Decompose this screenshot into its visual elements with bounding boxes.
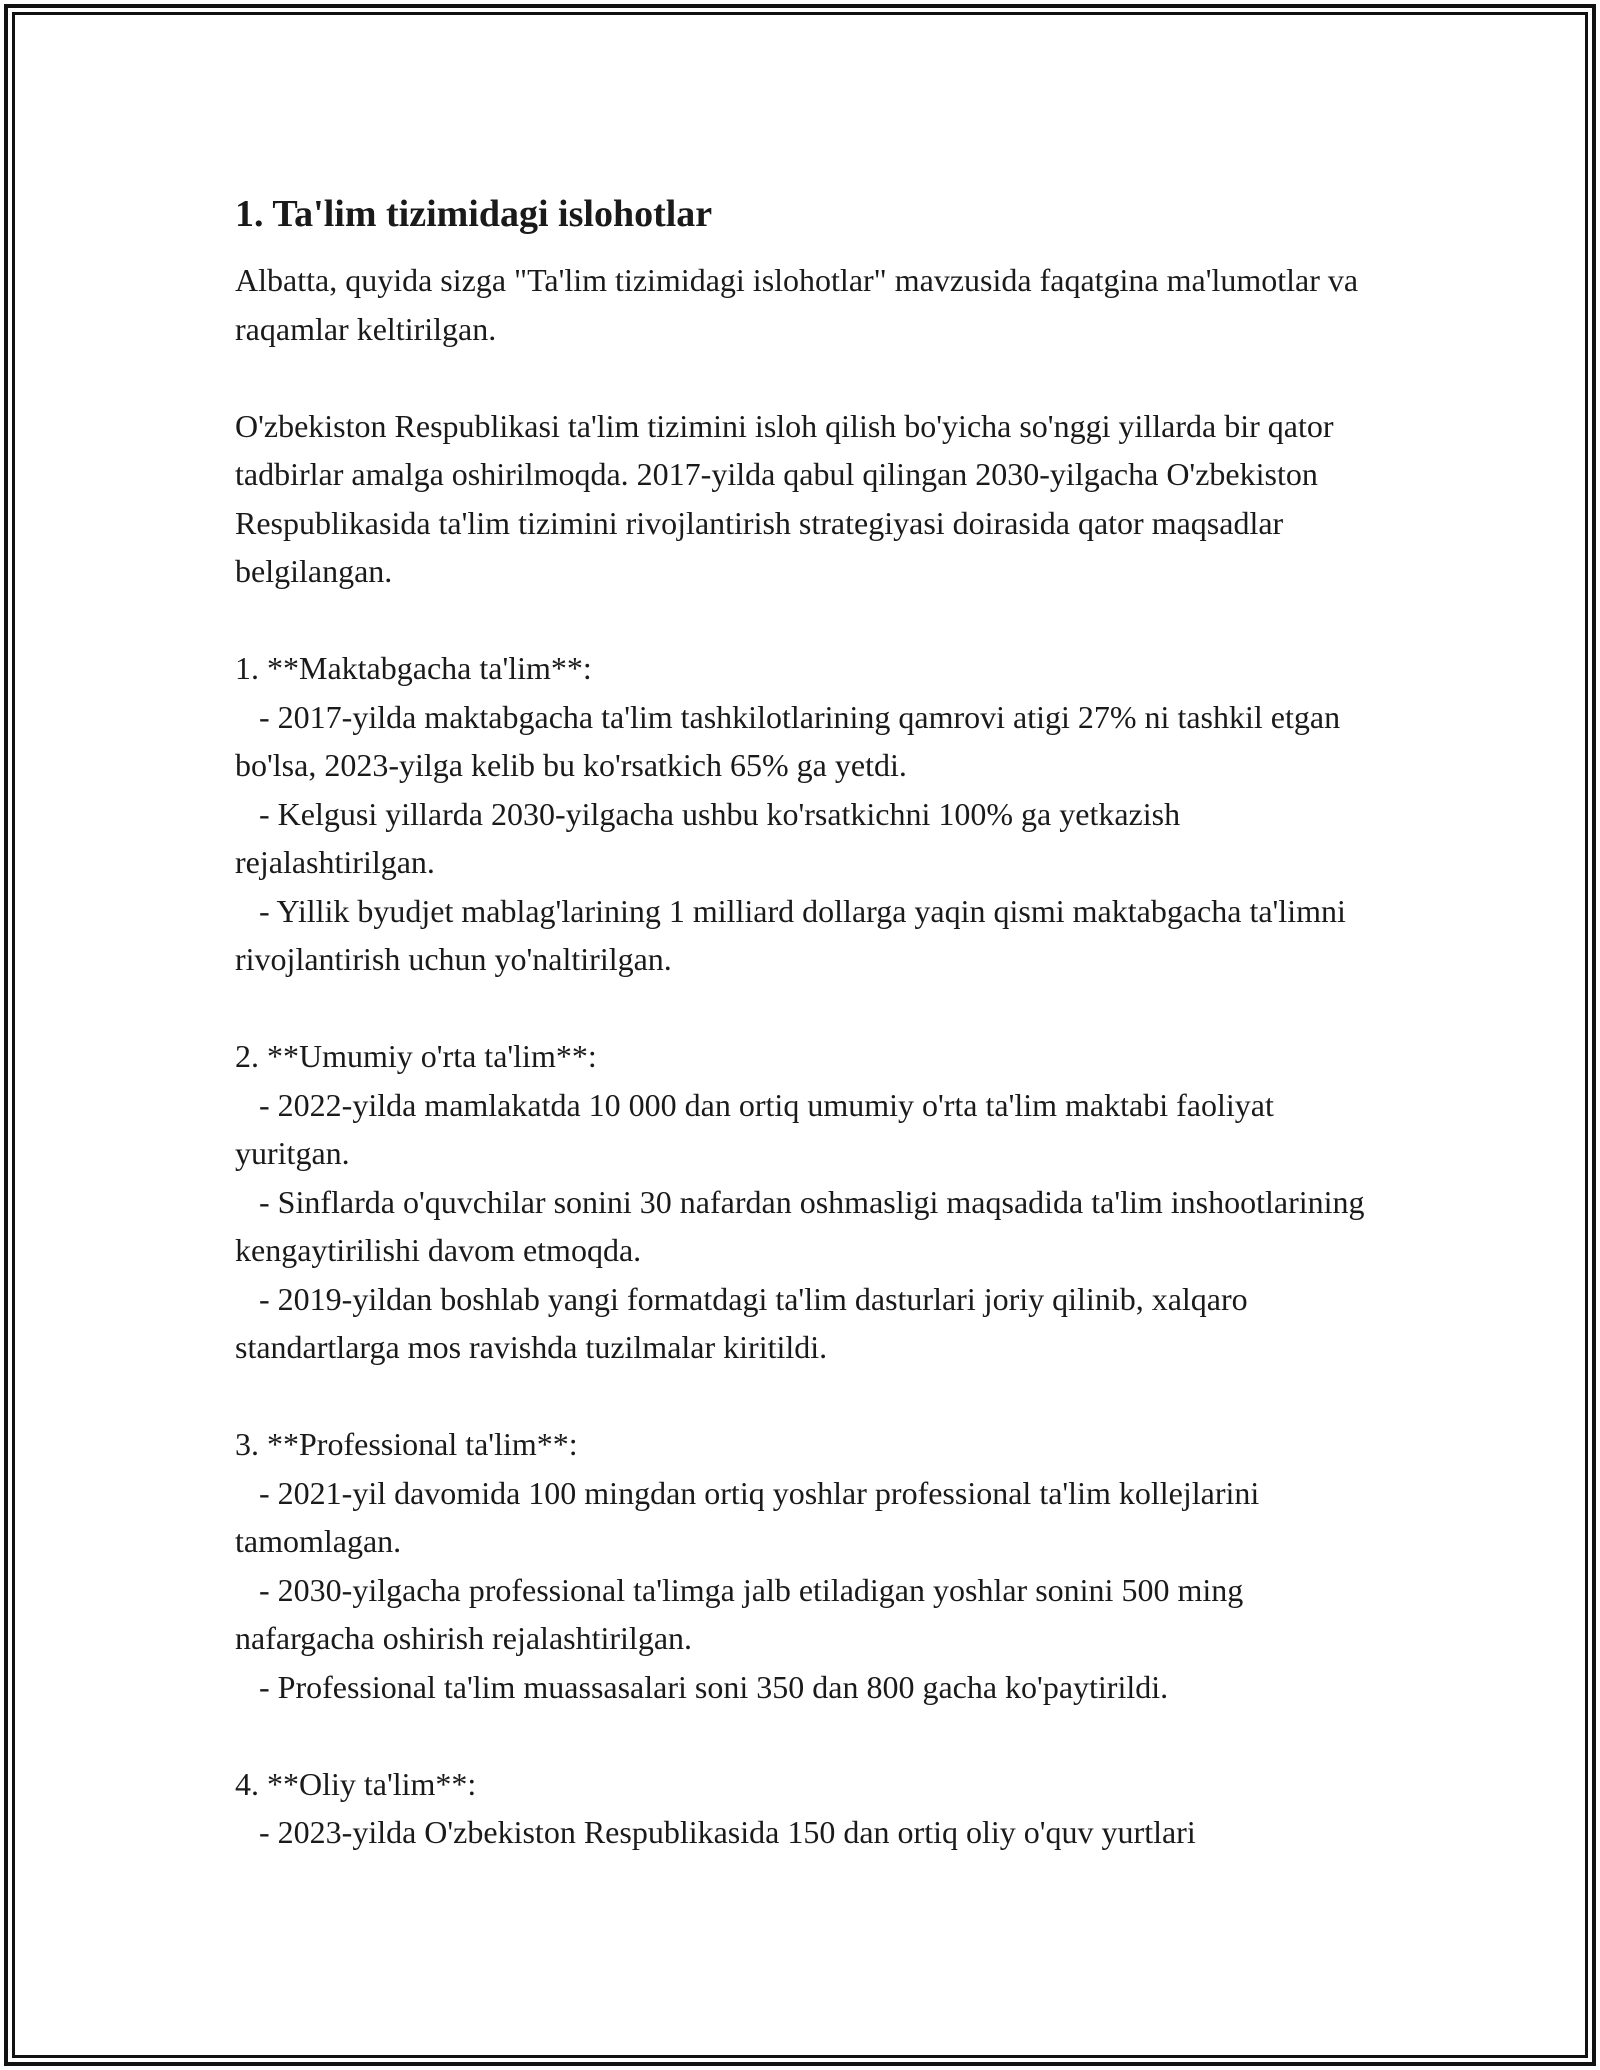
paragraph-gap xyxy=(235,984,1385,1033)
context-paragraph: O'zbekiston Respublikasi ta'lim tizimini isloh qilish bo'yicha so'nggi yillarda bir qator tadbirlar amalga oshirilmoqda. 2017-yilda qabul qilingan 2030-yilgacha O'zbekiston Respublikasida ta'lim tizimini rivojlantirish strategiyasi doirasida qator maqsadlar belgilangan. xyxy=(235,407,1342,589)
paragraph-gap xyxy=(235,596,1385,645)
list-item: - Yillik byudjet mablag'larining 1 milliard dollarga yaqin qismi maktabgacha ta'limni rivojlantirish uchun yo'naltirilgan. xyxy=(235,892,1354,977)
paragraph-gap xyxy=(235,1372,1385,1421)
section-heading: 1. **Maktabgacha ta'lim**: xyxy=(235,650,592,686)
list-item: - 2030-yilgacha professional ta'limga jalb etiladigan yoshlar sonini 500 ming nafargacha oshirish rejalashtirilgan. xyxy=(235,1571,1252,1656)
section-professional xyxy=(235,1420,1385,1711)
list-item: - 2019-yildan boshlab yangi formatdagi ta'lim dasturlari joriy qilinib, xalqaro standartlarga mos ravishda tuzilmalar kiritildi. xyxy=(235,1280,1256,1365)
section-heading: 3. **Professional ta'lim**: xyxy=(235,1426,578,1462)
document-title: 1. Ta'lim tizimidagi islohotlar xyxy=(235,193,713,235)
intro-paragraph: Albatta, quyida sizga "Ta'lim tizimidagi islohotlar" mavzusida faqatgina ma'lumotlar va raqamlar keltirilgan. xyxy=(235,262,1367,347)
section-preschool xyxy=(235,644,1385,984)
list-item: - 2021-yil davomida 100 mingdan ortiq yoshlar professional ta'lim kollejlarini tamomlagan. xyxy=(235,1474,1268,1559)
document-body xyxy=(235,188,1385,1857)
list-item: - 2022-yilda mamlakatda 10 000 dan ortiq umumiy o'rta ta'lim maktabi faoliyat yuritgan. xyxy=(235,1086,1282,1171)
list-item: - Sinflarda o'quvchilar sonini 30 nafardan oshmasligi maqsadida ta'lim inshootlarining kengaytirilishi davom etmoqda. xyxy=(235,1183,1373,1268)
list-item: - Kelgusi yillarda 2030-yilgacha ushbu ko'rsatkichni 100% ga yetkazish rejalashtirilgan. xyxy=(235,795,1189,880)
section-higher xyxy=(235,1760,1385,1857)
list-item: - 2017-yilda maktabgacha ta'lim tashkilotlarining qamrovi atigi 27% ni tashkil etgan bo'lsa, 2023-yilga kelib bu ko'rsatkich 65% ga yetdi. xyxy=(235,698,1349,783)
section-heading: 2. **Umumiy o'rta ta'lim**: xyxy=(235,1038,597,1074)
paragraph-gap xyxy=(235,1711,1385,1760)
list-item: - 2023-yilda O'zbekiston Respublikasida 150 dan ortiq oliy o'quv yurtlari xyxy=(235,1814,1196,1850)
paragraph-gap xyxy=(235,353,1385,402)
list-item: - Professional ta'lim muassasalari soni 350 dan 800 gacha ko'paytirildi. xyxy=(235,1668,1169,1705)
section-heading: 4. **Oliy ta'lim**: xyxy=(235,1765,477,1802)
section-general-secondary xyxy=(235,1032,1385,1372)
